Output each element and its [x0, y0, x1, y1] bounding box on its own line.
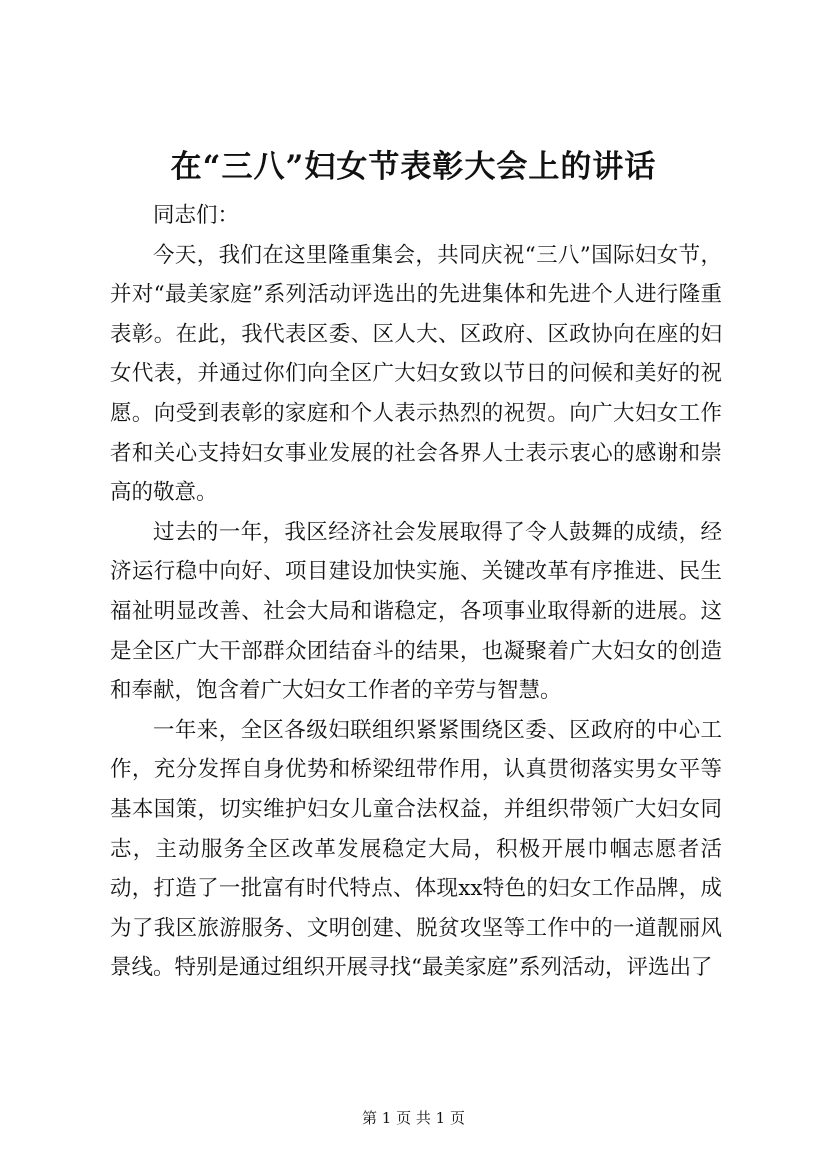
document-body	[110, 196, 722, 988]
salutation: 同志们：	[153, 203, 240, 228]
paragraph-1: 今天，我们在这里隆重集会，共同庆祝“三八”国际妇女节，并对“最美家庭”系列活动评选出的先进集体和先进个人进行隆重表彰。在此，我代表区委、区人大、区政府、区政协向在座的妇女代表，并通过你们向全区广大妇女致以节日的问候和美好的祝愿。向受到表彰的家庭和个人表示热烈的祝贺。向广大妇女工作者和关心支持妇女事业发展的社会各界人士表示衷心的感谢和崇高的敬意。	[110, 242, 722, 506]
document-title: 在“三八”妇女节表彰大会上的讲话	[170, 149, 657, 185]
paragraph-3: 一年来，全区各级妇联组织紧紧围绕区委、区政府的中心工作，充分发挥自身优势和桥梁纽带作用，认真贯彻落实男女平等基本国策，切实维护妇女儿童合法权益，并组织带领广大妇女同志，主动服务全区改革发展稳定大局，积极开展巾帼志愿者活动，打造了一批富有时代特点、体现xx特色的妇女工作品牌，成为了我区旅游服务、文明创建、脱贫攻坚等工作中的一道靓丽风景线。特别是通过组织开展寻找“最美家庭”系列活动，评选出了	[110, 717, 722, 981]
page-footer: 第 1 页 共 1 页	[362, 1109, 465, 1127]
paragraph-2: 过去的一年，我区经济社会发展取得了令人鼓舞的成绩，经济运行稳中向好、项目建设加快实施、关键改革有序推进、民生福祉明显改善、社会大局和谐稳定，各项事业取得新的进展。这是全区广大干部群众团结奋斗的结果，也凝聚着广大妇女的创造和奉献，饱含着广大妇女工作者的辛劳与智慧。	[110, 519, 722, 704]
